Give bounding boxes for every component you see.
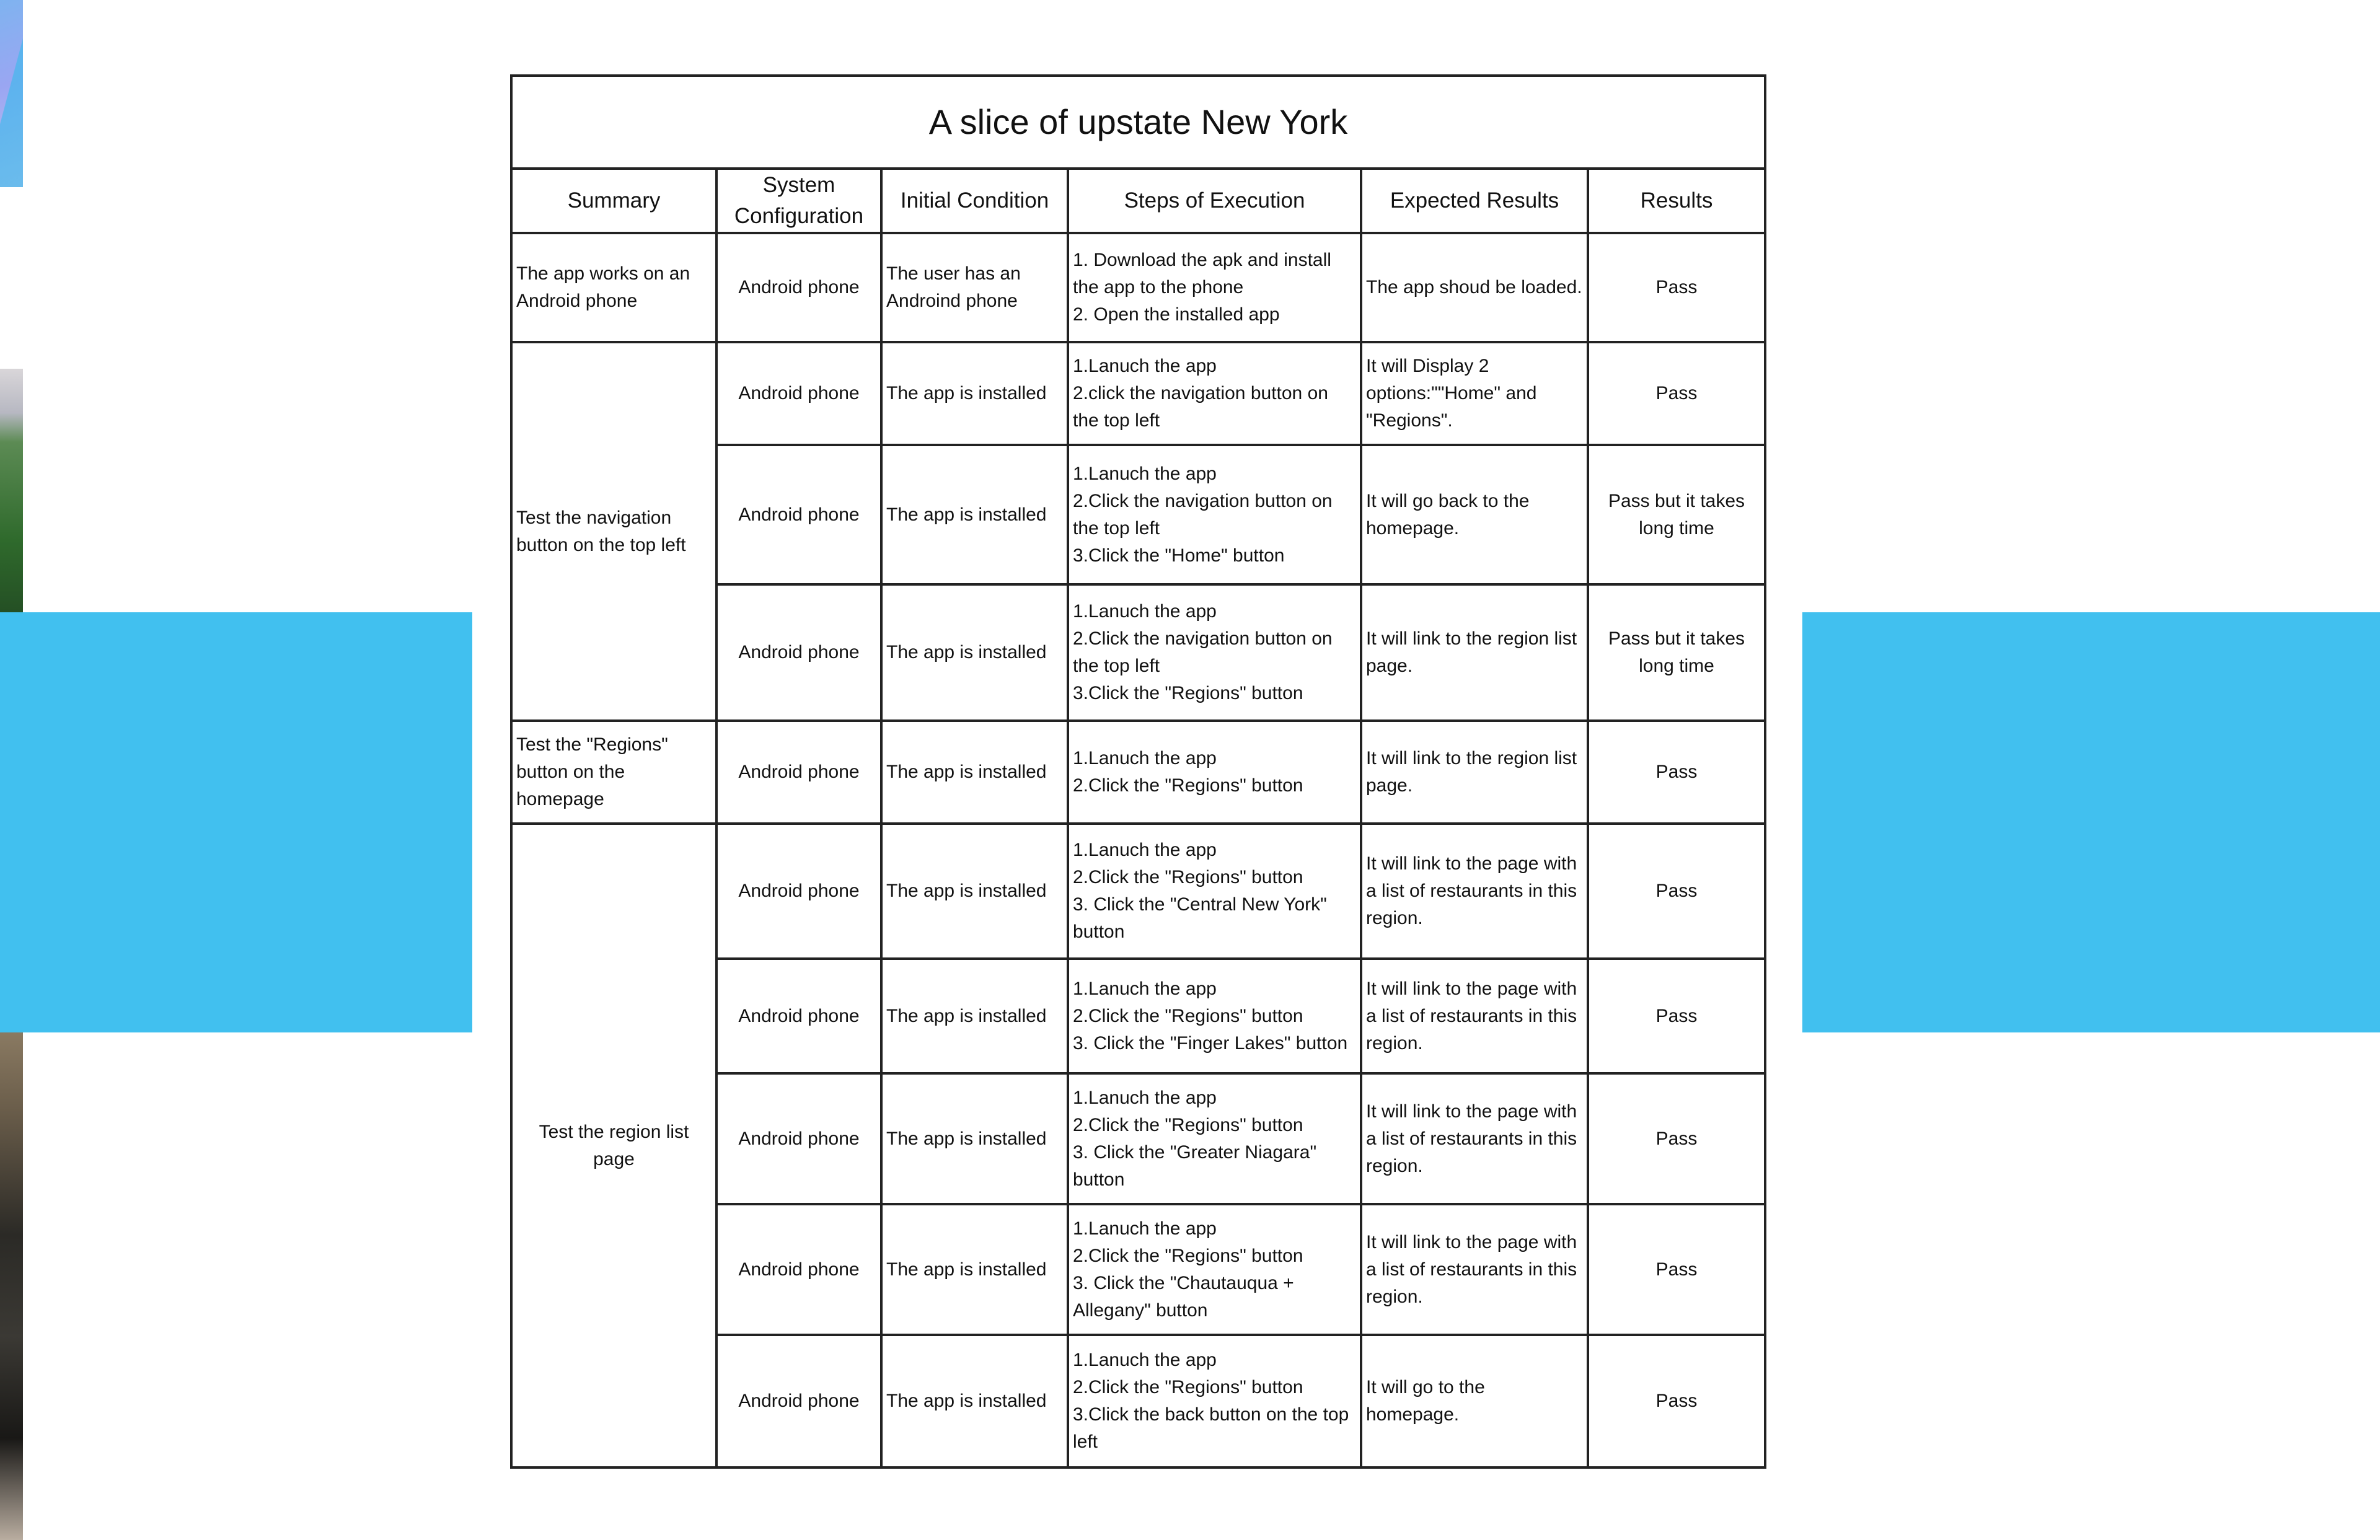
table-row bbox=[511, 721, 1765, 824]
expected-cell: The app shoud be loaded. bbox=[1361, 233, 1588, 342]
config-cell: Android phone bbox=[716, 959, 881, 1073]
expected-cell: It will link to the page with a list of restaurants in this region. bbox=[1361, 1073, 1588, 1204]
step-line: 3.Click the "Home" button bbox=[1073, 545, 1285, 566]
header-row bbox=[511, 169, 1765, 233]
result-cell: Pass bbox=[1588, 1073, 1765, 1204]
steps-cell bbox=[1068, 1335, 1361, 1467]
condition-cell: The app is installed bbox=[881, 824, 1068, 959]
step-line: 2.Click the "Regions" button bbox=[1073, 1377, 1303, 1397]
column-header-initial-condition: Initial Condition bbox=[881, 169, 1068, 233]
step-line: 1.Lanuch the app bbox=[1073, 1087, 1217, 1108]
condition-cell: The app is installed bbox=[881, 959, 1068, 1073]
config-cell: Android phone bbox=[716, 233, 881, 342]
condition-cell: The app is installed bbox=[881, 342, 1068, 445]
summary-cell: The app works on an Android phone bbox=[511, 233, 716, 342]
column-header-steps-of-execution: Steps of Execution bbox=[1068, 169, 1361, 233]
condition-cell: The app is installed bbox=[881, 1204, 1068, 1335]
cropped-photo-fragment-middle bbox=[0, 369, 23, 614]
config-cell: Android phone bbox=[716, 721, 881, 824]
step-line: 2.click the navigation button on bbox=[1073, 383, 1328, 403]
step-line: the top left bbox=[1073, 517, 1160, 539]
column-header-expected-results: Expected Results bbox=[1361, 169, 1588, 233]
step-line: 1.Lanuch the app bbox=[1073, 601, 1217, 622]
expected-cell: It will Display 2 options:""Home" and "Regions". bbox=[1361, 342, 1588, 445]
config-cell: Android phone bbox=[716, 1073, 881, 1204]
steps-cell bbox=[1068, 584, 1361, 721]
table-row bbox=[511, 233, 1765, 342]
condition-cell: The user has an Androind phone bbox=[881, 233, 1068, 342]
blue-band-left bbox=[0, 612, 472, 1032]
step-line: button bbox=[1073, 922, 1125, 942]
result-cell: Pass but it takes long time bbox=[1588, 584, 1765, 721]
result-cell: Pass but it takes long time bbox=[1588, 445, 1765, 584]
step-line: 3.Click the "Regions" button bbox=[1073, 683, 1303, 703]
cropped-photo-fragment-top bbox=[0, 0, 23, 187]
config-cell: Android phone bbox=[716, 342, 881, 445]
step-line: 2.Click the "Regions" button bbox=[1073, 1005, 1303, 1026]
result-cell: Pass bbox=[1588, 959, 1765, 1073]
step-line: 1.Lanuch the app bbox=[1073, 840, 1217, 860]
config-cell: Android phone bbox=[716, 1335, 881, 1467]
steps-cell bbox=[1068, 824, 1361, 959]
step-line: 1. Download the apk and install bbox=[1073, 250, 1331, 270]
step-line: the top left bbox=[1073, 410, 1160, 431]
step-line: 3. Click the "Greater Niagara" bbox=[1073, 1142, 1317, 1163]
step-line: left bbox=[1073, 1432, 1098, 1452]
column-header-results: Results bbox=[1588, 169, 1765, 233]
table-title: A slice of upstate New York bbox=[511, 76, 1765, 169]
step-line: 2.Click the "Regions" button bbox=[1073, 1114, 1303, 1135]
config-cell: Android phone bbox=[716, 824, 881, 959]
condition-cell: The app is installed bbox=[881, 584, 1068, 721]
step-line: 3.Click the back button on the top bbox=[1073, 1404, 1349, 1425]
summary-cell: Test the region list page bbox=[511, 824, 716, 1467]
step-line: 1.Lanuch the app bbox=[1073, 1350, 1217, 1370]
steps-cell bbox=[1068, 1204, 1361, 1335]
expected-cell: It will link to the region list page. bbox=[1361, 721, 1588, 824]
step-line: the top left bbox=[1073, 656, 1160, 676]
config-cell: Android phone bbox=[716, 1204, 881, 1335]
result-cell: Pass bbox=[1588, 1335, 1765, 1467]
config-cell: Android phone bbox=[716, 584, 881, 721]
step-line: 2.Click the "Regions" button bbox=[1073, 775, 1303, 796]
step-line: Allegany" button bbox=[1073, 1300, 1208, 1321]
steps-cell bbox=[1068, 342, 1361, 445]
step-line: 1.Lanuch the app bbox=[1073, 463, 1217, 484]
expected-cell: It will link to the page with a list of restaurants in this region. bbox=[1361, 959, 1588, 1073]
steps-cell bbox=[1068, 959, 1361, 1073]
steps-cell bbox=[1068, 233, 1361, 342]
expected-cell: It will go to the homepage. bbox=[1361, 1335, 1588, 1467]
test-case-table bbox=[510, 74, 1766, 1469]
step-line: 2.Click the "Regions" button bbox=[1073, 867, 1303, 887]
table-row bbox=[511, 342, 1765, 445]
step-line: 2.Click the navigation button on bbox=[1073, 628, 1333, 649]
step-line: 2.Click the "Regions" button bbox=[1073, 1245, 1303, 1266]
condition-cell: The app is installed bbox=[881, 445, 1068, 584]
summary-cell: Test the "Regions" button on the homepage bbox=[511, 721, 716, 824]
cropped-photo-fragment-bottom bbox=[0, 1032, 23, 1540]
step-line: 2.Click the navigation button on bbox=[1073, 490, 1333, 511]
step-line: 2. Open the installed app bbox=[1073, 304, 1280, 325]
result-cell: Pass bbox=[1588, 1204, 1765, 1335]
config-cell: Android phone bbox=[716, 445, 881, 584]
column-header-summary: Summary bbox=[511, 169, 716, 233]
step-line: 1.Lanuch the app bbox=[1073, 748, 1217, 768]
step-line: 1.Lanuch the app bbox=[1073, 356, 1217, 376]
blue-band-right bbox=[1802, 612, 2380, 1032]
step-line: button bbox=[1073, 1169, 1125, 1190]
table-row bbox=[511, 824, 1765, 959]
summary-cell: Test the navigation button on the top left bbox=[511, 342, 716, 721]
step-line: the app to the phone bbox=[1073, 277, 1244, 297]
result-cell: Pass bbox=[1588, 233, 1765, 342]
step-line: 1.Lanuch the app bbox=[1073, 1218, 1217, 1239]
steps-cell bbox=[1068, 1073, 1361, 1204]
column-header-system-configuration: System Configuration bbox=[716, 169, 881, 233]
steps-cell bbox=[1068, 721, 1361, 824]
expected-cell: It will link to the region list page. bbox=[1361, 584, 1588, 721]
result-cell: Pass bbox=[1588, 824, 1765, 959]
result-cell: Pass bbox=[1588, 342, 1765, 445]
steps-cell bbox=[1068, 445, 1361, 584]
expected-cell: It will link to the page with a list of restaurants in this region. bbox=[1361, 824, 1588, 959]
condition-cell: The app is installed bbox=[881, 721, 1068, 824]
result-cell: Pass bbox=[1588, 721, 1765, 824]
step-line: 3. Click the "Central New York" bbox=[1073, 894, 1327, 915]
condition-cell: The app is installed bbox=[881, 1335, 1068, 1467]
step-line: 1.Lanuch the app bbox=[1073, 978, 1217, 999]
expected-cell: It will go back to the homepage. bbox=[1361, 445, 1588, 584]
step-line: 3. Click the "Chautauqua + bbox=[1073, 1272, 1294, 1293]
test-case-document bbox=[510, 74, 1764, 1466]
step-line: 3. Click the "Finger Lakes" button bbox=[1073, 1032, 1348, 1054]
condition-cell: The app is installed bbox=[881, 1073, 1068, 1204]
expected-cell: It will link to the page with a list of restaurants in this region. bbox=[1361, 1204, 1588, 1335]
